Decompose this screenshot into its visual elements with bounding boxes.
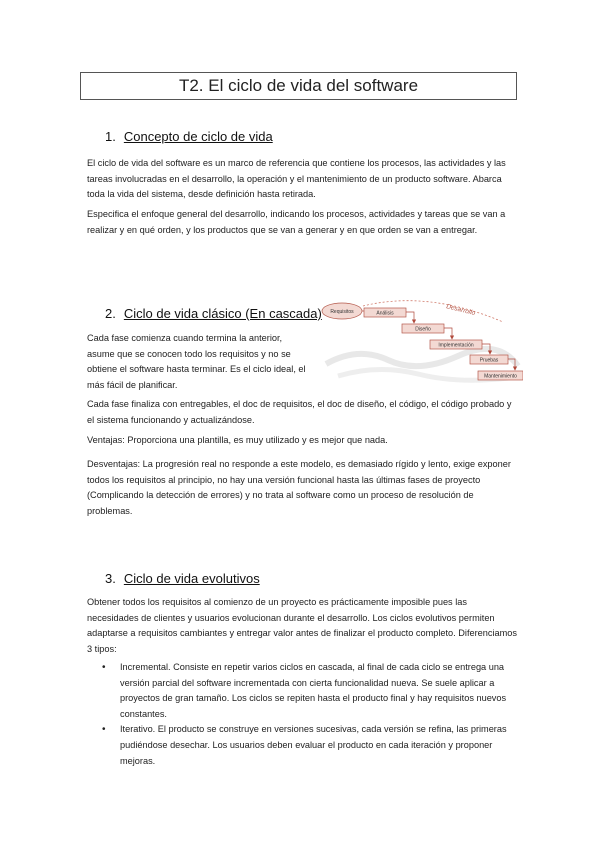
section-number: 2. xyxy=(105,306,116,321)
section-title: Concepto de ciclo de vida xyxy=(123,129,273,144)
section-number: 1. xyxy=(105,129,116,144)
waterfall-diagram xyxy=(318,294,523,384)
list-item xyxy=(87,722,517,769)
list-item-text: Incremental. Consiste en repetir varios ciclos en cascada, al final de cada ciclo se entrega una versión parcial del software incrementada con cierta funcionalidad nueva. Se suele aplicar a proyectos de gran tamaño. Los ciclos se repiten hasta el producto final y hay requisitos nuevos constantes. xyxy=(120,662,507,719)
paragraph: Desventajas: La progresión real no responde a este modelo, es demasiado rígido y lento, exige exponer todos los requisitos al principio, no hay una versión funcional hasta las últimas fases de proyecto (Complicando la detección de errores) y no trata al software como un proceso de resolución de problemas. xyxy=(87,459,511,516)
paragraph: Cada fase finaliza con entregables, el doc de requisitos, el doc de diseño, el código, el código probado y el sistema funcionando y actualizándose. xyxy=(87,399,512,425)
stage-label: Análisis xyxy=(376,310,394,317)
paragraph: El ciclo de vida del software es un marco de referencia que contiene los procesos, las actividades y las tareas involucradas en el desarrollo, la operación y el mantenimiento de un producto software. Abarca toda la vida del sistema, desde definición hasta retirada. xyxy=(87,158,506,200)
section-number: 3. xyxy=(105,571,116,586)
section-title: Ciclo de vida clásico (En cascada) xyxy=(123,306,322,321)
stage-label: Pruebas xyxy=(479,357,499,364)
list-item-text: Iterativo. El producto se construye en versiones sucesivas, cada versión se refina, las primeras pudiéndose desechar. Los usuarios deben evaluar el producto en cada iteración y proponer mejoras. xyxy=(120,724,507,766)
paragraph: Ventajas: Proporciona una plantilla, es muy utilizado y es mejor que nada. xyxy=(87,435,388,445)
list-item xyxy=(87,660,517,722)
stage-label: Mantenimiento xyxy=(484,373,517,380)
evolutive-types-list xyxy=(87,660,517,769)
section-2-heading xyxy=(105,306,322,321)
paragraph: Cada fase comienza cuando termina la anterior, asume que se conocen todo los requisitos y no se obtiene el software hasta terminar. Es el ciclo ideal, el más fácil de planificar. xyxy=(87,333,306,390)
bullet-icon: • xyxy=(102,724,106,736)
stage-label: Implementación xyxy=(438,342,474,349)
section-1-heading xyxy=(105,129,273,144)
section-3-heading xyxy=(105,571,260,586)
paragraph: Obtener todos los requisitos al comienzo de un proyecto es prácticamente imposible pues las necesidades de clientes y usuarios evolucionan durante el desarrollo. Los ciclos evolutivos permiten adaptarse a requisitos cambiantes y entregar valor antes de finalizar el producto completo. Diferenciamos 3 tipos: xyxy=(87,597,517,654)
bullet-icon: • xyxy=(102,662,106,673)
stage-label: Diseño xyxy=(415,326,431,333)
page-title: T2. El ciclo de vida del software xyxy=(80,72,517,100)
paragraph: Especifica el enfoque general del desarrollo, indicando los procesos, actividades y tareas que se van a realizar y en qué orden, y los productos que se van a generar y en que orden se van a entregar. xyxy=(87,209,506,235)
stage-label: Requisitos xyxy=(330,309,354,315)
section-title: Ciclo de vida evolutivos xyxy=(123,571,260,586)
diagram-arc-label: Desarrollo xyxy=(445,303,476,318)
